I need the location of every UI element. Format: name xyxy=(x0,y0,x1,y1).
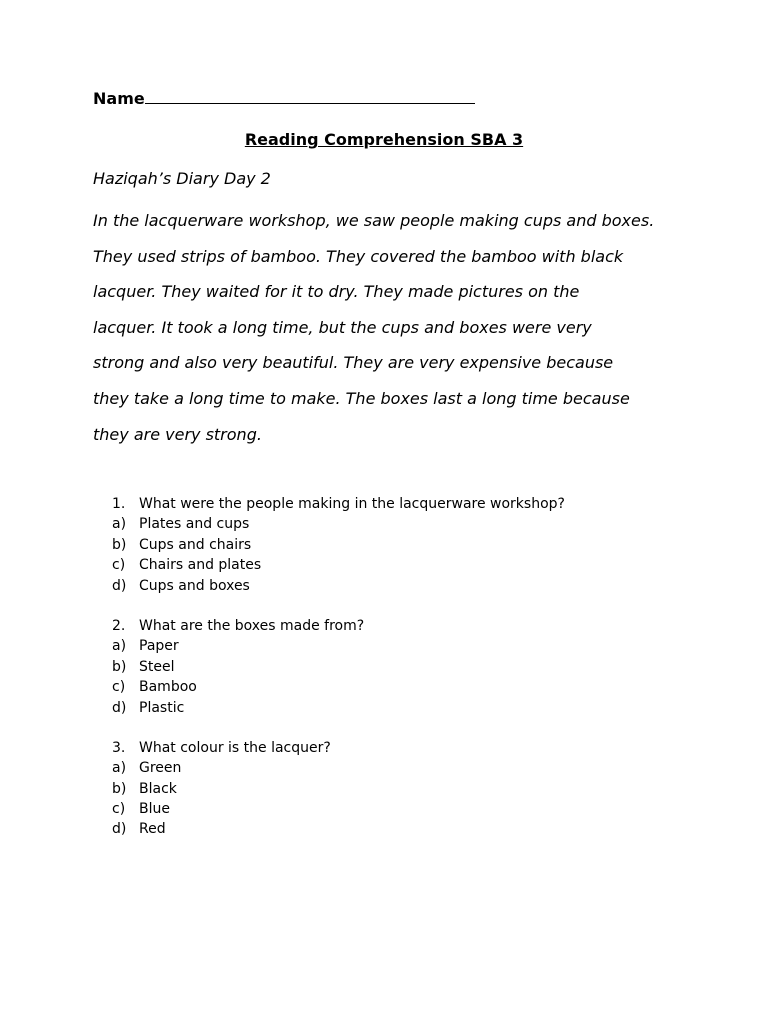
option-label: a) xyxy=(112,760,127,777)
passage-line: they take a long time to make. The boxes last a long time because xyxy=(93,388,630,408)
answer-option xyxy=(112,758,672,778)
passage-line: They used strips of bamboo. They covered the bamboo with black xyxy=(93,246,624,266)
name-field xyxy=(93,89,475,108)
passage-line: lacquer. They waited for it to dry. They made pictures on the xyxy=(93,282,580,302)
option-text: Green xyxy=(139,760,182,777)
question-list xyxy=(112,494,672,860)
question-1 xyxy=(112,494,672,596)
answer-option xyxy=(112,555,672,575)
question-3 xyxy=(112,738,672,840)
question-stem xyxy=(112,738,672,758)
answer-option xyxy=(112,698,672,718)
answer-option xyxy=(112,779,672,799)
option-label: b) xyxy=(112,536,127,553)
option-text: Plates and cups xyxy=(139,516,250,533)
answer-option xyxy=(112,576,672,596)
question-text: What were the people making in the lacquerware workshop? xyxy=(139,496,565,512)
option-text: Cups and chairs xyxy=(139,536,252,553)
option-label: d) xyxy=(112,821,127,838)
passage-line: they are very strong. xyxy=(93,424,262,444)
option-text: Chairs and plates xyxy=(139,557,262,574)
option-label: a) xyxy=(112,516,127,533)
option-text: Cups and boxes xyxy=(139,577,250,594)
option-text: Bamboo xyxy=(139,679,197,696)
answer-option xyxy=(112,636,672,656)
answer-option xyxy=(112,799,672,819)
answer-option xyxy=(112,657,672,677)
option-label: b) xyxy=(112,780,127,797)
option-label: c) xyxy=(112,679,126,696)
answer-option xyxy=(112,535,672,555)
answer-option xyxy=(112,819,672,839)
diary-subtitle: Haziqah’s Diary Day 2 xyxy=(93,169,271,188)
name-label: Name xyxy=(93,89,145,108)
option-label: a) xyxy=(112,638,127,655)
passage-line: lacquer. It took a long time, but the cups and boxes were very xyxy=(93,317,592,337)
passage-line: In the lacquerware workshop, we saw people making cups and boxes. xyxy=(93,211,655,230)
option-label: c) xyxy=(112,801,126,818)
question-number: 3. xyxy=(112,739,126,756)
reading-passage xyxy=(93,209,693,458)
answer-option xyxy=(112,514,672,534)
option-label: d) xyxy=(112,699,127,716)
option-text: Steel xyxy=(139,658,175,675)
option-text: Red xyxy=(139,821,166,838)
option-label: d) xyxy=(112,577,127,594)
question-text: What colour is the lacquer? xyxy=(139,739,331,756)
option-text: Plastic xyxy=(139,699,185,716)
option-text: Paper xyxy=(139,638,179,655)
question-stem xyxy=(112,494,672,514)
question-stem xyxy=(112,616,672,636)
question-number: 1. xyxy=(112,496,126,512)
question-2 xyxy=(112,616,672,718)
name-blank-line xyxy=(145,89,475,104)
passage-line: strong and also very beautiful. They are very expensive because xyxy=(93,353,614,373)
question-number: 2. xyxy=(112,617,126,634)
option-text: Black xyxy=(139,780,177,797)
option-label: b) xyxy=(112,658,127,675)
answer-option xyxy=(112,677,672,697)
option-label: c) xyxy=(112,557,126,574)
question-text: What are the boxes made from? xyxy=(139,617,365,634)
page-title: Reading Comprehension SBA 3 xyxy=(244,130,524,149)
option-text: Blue xyxy=(139,801,170,818)
